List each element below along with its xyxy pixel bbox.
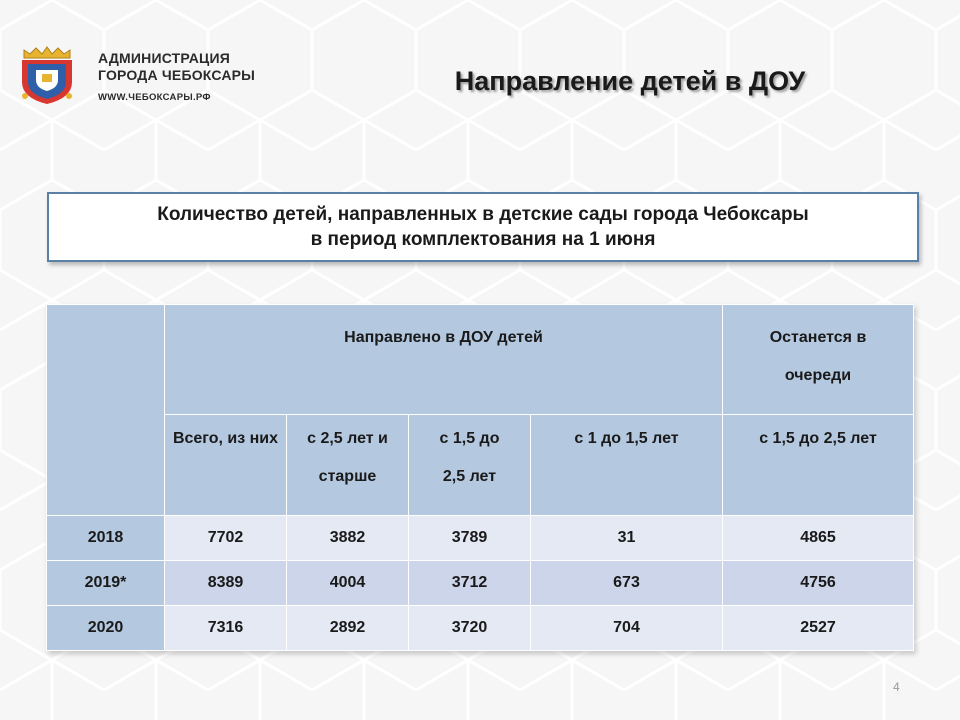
column-header-over-2-5: с 2,5 лет и старше xyxy=(287,415,409,516)
city-coat-of-arms-icon xyxy=(16,44,78,106)
column-header-1-5-to-2-5 xyxy=(409,415,531,516)
over-2-5-cell: 4004 xyxy=(287,561,409,606)
queue-cell: 2527 xyxy=(723,606,914,651)
column-header-1-to-1-5: с 1 до 1,5 лет xyxy=(531,415,723,516)
column-header-queue-1-5-to-2-5: с 1,5 до 2,5 лет xyxy=(723,415,914,516)
org-name-line2: ГОРОДА ЧЕБОКСАРЫ xyxy=(98,67,256,83)
children-directed-table xyxy=(46,304,914,651)
year-cell: 2019* xyxy=(47,561,165,606)
from-1-5-to-2-5-cell: 3789 xyxy=(409,516,531,561)
from-1-to-1-5-cell: 31 xyxy=(531,516,723,561)
year-cell: 2020 xyxy=(47,606,165,651)
subtitle-line2: в период комплектования на 1 июня xyxy=(310,229,656,250)
org-website: WWW.ЧЕБОКСАРЫ.РФ xyxy=(98,92,211,103)
from-1-5-to-2-5-cell: 3712 xyxy=(409,561,531,606)
table-row xyxy=(47,516,914,561)
from-1-to-1-5-cell: 673 xyxy=(531,561,723,606)
subtitle-line1: Количество детей, направленных в детские сады города Чебоксары xyxy=(157,204,809,225)
total-cell: 8389 xyxy=(165,561,287,606)
from-1-5-to-2-5-cell: 3720 xyxy=(409,606,531,651)
org-name-line1: АДМИНИСТРАЦИЯ xyxy=(98,50,230,66)
slide-title: Направление детей в ДОУ xyxy=(454,66,806,96)
queue-cell: 4756 xyxy=(723,561,914,606)
queue-header xyxy=(723,305,914,415)
subtitle-box xyxy=(47,192,919,262)
queue-cell: 4865 xyxy=(723,516,914,561)
year-header-cell xyxy=(47,305,165,516)
total-cell: 7702 xyxy=(165,516,287,561)
total-cell: 7316 xyxy=(165,606,287,651)
organization-name xyxy=(98,50,255,103)
year-cell: 2018 xyxy=(47,516,165,561)
over-2-5-cell: 3882 xyxy=(287,516,409,561)
from-1-to-1-5-cell: 704 xyxy=(531,606,723,651)
column-header-1-5-to-2-5-text: с 1,5 до 2,5 лет xyxy=(439,430,500,485)
table-row xyxy=(47,606,914,651)
table-row xyxy=(47,561,914,606)
queue-header-text: Останется в очереди xyxy=(769,329,867,384)
page-number: 4 xyxy=(893,680,900,694)
column-header-total: Всего, из них xyxy=(165,415,287,516)
group-header-directed: Направлено в ДОУ детей xyxy=(165,305,723,415)
over-2-5-cell: 2892 xyxy=(287,606,409,651)
